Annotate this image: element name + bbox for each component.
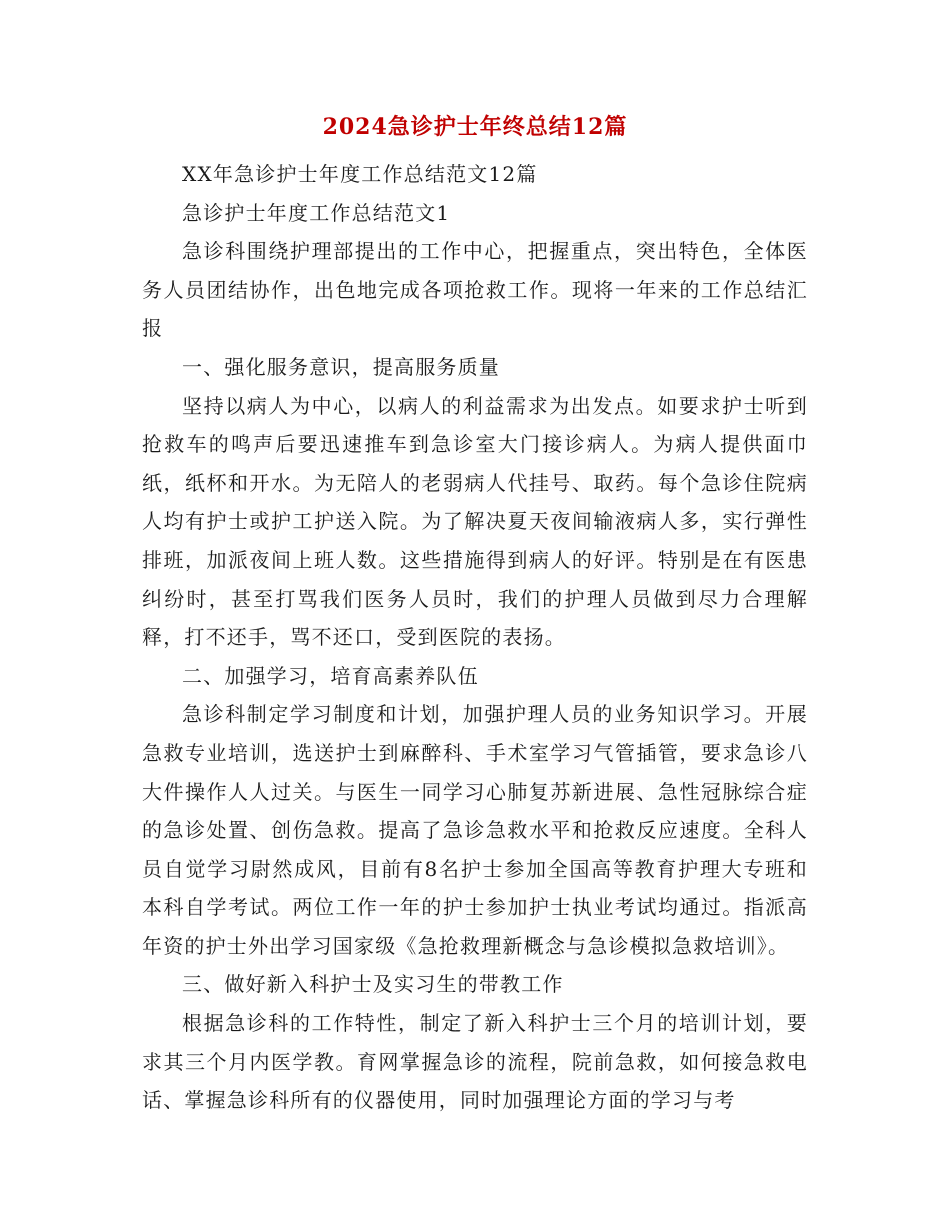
paragraph-subtitle: XX年急诊护士年度工作总结范文12篇 [182, 162, 538, 186]
heading-service-awareness: 一、强化服务意识，提高服务质量 [182, 354, 500, 379]
paragraph-intro: 急诊科围绕护理部提出的工作中心，把握重点，突出特色，全体医务人员团结协作，出色地完成各项抢救工作。现将一年来的工作总结汇报 [142, 239, 808, 341]
paragraph-service: 坚持以病人为中心，以病人的利益需求为出发点。如要求护士听到抢救车的鸣声后要迅速推车到急诊室大门接诊病人。为病人提供面巾纸，纸杯和开水。为无陪人的老弱病人代挂号、取药。每个急诊住院病人均有护士或护工护送入院。为了解决夏天夜间输液病人多，实行弹性排班，加派夜间上班人数。这些措施得到病人的好评。特别是在有医患纠纷时，甚至打骂我们医务人员时，我们的护理人员做到尽力合理解释，打不还手，骂不还口，受到医院的表扬。 [142, 393, 808, 650]
paragraph-learning: 急诊科制定学习制度和计划，加强护理人员的业务知识学习。开展急救专业培训，选送护士到麻醉科、手术室学习气管插管，要求急诊八大件操作人人过关。与医生一同学习心肺复苏新进展、急性冠脉综合症的急诊处置、创伤急救。提高了急诊急救水平和抢救反应速度。全科人员自觉学习尉然成风，目前有8名护士参加全国高等教育护理大专班和本科自学考试。两位工作一年的护士参加护士执业考试均通过。指派高年资的护士外出学习国家级《急抢救理新概念与急诊模拟急救培训》。 [142, 702, 808, 958]
heading-teaching: 三、做好新入科护士及实习生的带教工作 [182, 972, 564, 997]
paragraph-teaching: 根据急诊科的工作特性，制定了新入科护士三个月的培训计划，要求其三个月内医学教。育网掌握急诊的流程，院前急救，如何接急救电话、掌握急诊科所有的仪器使用，同时加强理论方面的学习与考 [142, 1011, 808, 1113]
document-title: 2024急诊护士年终总结12篇 [322, 114, 628, 140]
heading-learning: 二、加强学习，培育高素养队伍 [182, 663, 479, 688]
paragraph-section-title: 急诊护士年度工作总结范文1 [182, 200, 451, 225]
document-body [142, 155, 808, 1120]
